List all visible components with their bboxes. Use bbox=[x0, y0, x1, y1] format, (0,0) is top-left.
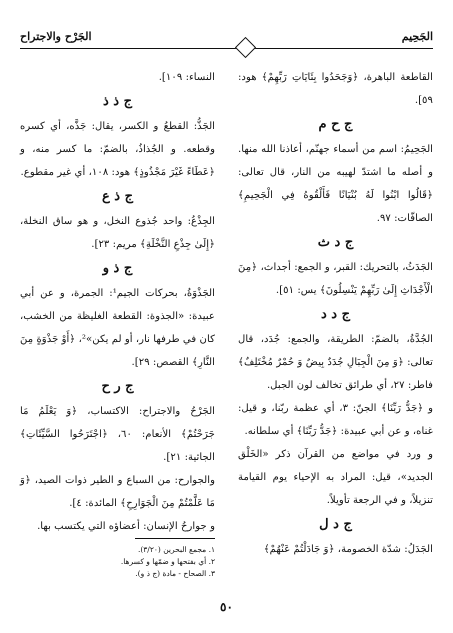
footnote-separator bbox=[135, 538, 215, 539]
footnote: ١. مجمع البحرين (٣/٢٠). bbox=[137, 545, 215, 554]
left-column bbox=[20, 66, 215, 538]
running-header bbox=[20, 30, 433, 54]
diamond-ornament-icon bbox=[235, 37, 256, 58]
root-heading: ج د ث bbox=[317, 235, 354, 250]
root-heading: ج ر ح bbox=[101, 379, 134, 394]
paragraph: والجوارح: من السباع و الطير ذوات الصيد، ﴿وَ مَا عَلَّمْتُمْ مِنَ الْجَوَارِحِ﴾ المائدة: ٤]. bbox=[20, 475, 215, 509]
paragraph: الجَذْوَةُ، بحركات الجيم¹: الجمرة، و عن أبي عبيدة: «الجذوة: القطعة الغليظة من الخشب، كان في طرفها نار، أو لم يكن»²، ﴿أَوْ جَذْوَةٍ مِنَ النَّارِ﴾ القصص: ٢٩]. bbox=[20, 288, 215, 368]
paragraph: و ﴿جَدُّ رَبِّنَا﴾ الجنّ: ٣، أي عظمة ربّنا، و قيل: غناه، و عن أبي عبيدة: ﴿جَدُّ رَبِّنَا﴾ أي سلطانه. bbox=[238, 403, 433, 437]
right-column bbox=[238, 66, 433, 561]
root-heading: ج د ل bbox=[319, 517, 352, 532]
paragraph: الجُدَّةُ، بالضمّ: الطريقة، والجمع: جُدَد، قال تعالى: ﴿وَ مِنَ الْجِبَالِ جُدَدٌ بِيضٌ وَ حُمْرٌ مُخْتَلِفٌ﴾ فاطر: ٢٧، أي طرائق تخالف لون الجبل. bbox=[238, 334, 433, 391]
header-left-title: الجَرْح والاجتراح bbox=[20, 30, 92, 43]
page-number: ٥٠ bbox=[220, 600, 233, 614]
root-heading: ج ذ ع bbox=[102, 189, 133, 204]
footnote: ٣. الصحاح - مادة (ج ذ و). bbox=[135, 569, 215, 578]
paragraph: الجَدَثُ، بالتحريك: القبر، و الجمع: أجداث، ﴿مِنَ الْأَجْدَاثِ إِلَىٰ رَبِّهِمْ يَنْسِلُونَ﴾ يس: ٥١]. bbox=[238, 262, 433, 296]
paragraph: النساء: ١٠٩]. bbox=[158, 72, 215, 83]
footnotes bbox=[20, 538, 215, 580]
root-heading: ج د د bbox=[320, 307, 351, 322]
paragraph: الجَذُّ: القطعُ و الكسر، يقال: جَذَّه، أي كسره وقطعه. و الجُذاذُ، بالضمّ: ما كسر منه، و ﴿عَطَاءً غَيْرَ مَجْذُوذٍ﴾ هود: ١٠٨، أي غير مقطوع. bbox=[20, 121, 215, 178]
paragraph: الجِذْعُ: واحد جُذوع النخل، و هو ساق النخلة، ﴿إِلَىٰ جِذْعِ النَّخْلَةِ﴾ مريم: ٢٣]. bbox=[20, 216, 215, 250]
paragraph: الجَدَلُ: شدّة الخصومة، ﴿وَ جَادَلْتُمْ عَنْهُمْ﴾ bbox=[263, 544, 433, 555]
paragraph: و جوارحُ الإنسان: أعضاؤه التي يكتسب بها. bbox=[37, 521, 215, 532]
paragraph: القاطعة الباهرة، ﴿وَجَحَدُوا بِئَايَاتِ رَبِّهِمْ﴾ هود: ٥٩]. bbox=[238, 72, 433, 106]
root-heading: ج ح م bbox=[318, 117, 353, 132]
paragraph: الجَحِيمُ: اسم من أسماء جهنّم، أعاذنا الله منها. و أصله ما اشتدّ لهيبه من النار، قال تعالى: ﴿قَالُوا ابْنُوا لَهُ بُنْيَانًا فَأَلْقُوهُ فِي الْجَحِيمِ﴾ الصافّات: ٩٧. bbox=[238, 144, 433, 224]
paragraph: الجَرْحُ والاجتراح: الاكتساب، ﴿وَ يَعْلَمُ مَا جَرَحْتُمْ﴾ الأنعام: ٦٠، ﴿اجْتَرَحُوا السَّيِّئَاتِ﴾ الجاثية: ٢١]. bbox=[20, 406, 215, 463]
header-right-title: الجَحِيم bbox=[401, 30, 433, 43]
root-heading: ج ذ ذ bbox=[102, 94, 133, 109]
root-heading: ج ذ و bbox=[102, 261, 133, 276]
footnote: ٢. أي بفتحها و ضمّها و كسرها. bbox=[120, 557, 215, 566]
header-rule bbox=[20, 48, 433, 49]
paragraph: و ورد في مواضع من القرآن ذكر «الخَلْق الجديد»، قيل: المراد به الإحياء يوم القيامة تنزيلاً، و في الرجعة تأويلاً. bbox=[238, 449, 433, 506]
